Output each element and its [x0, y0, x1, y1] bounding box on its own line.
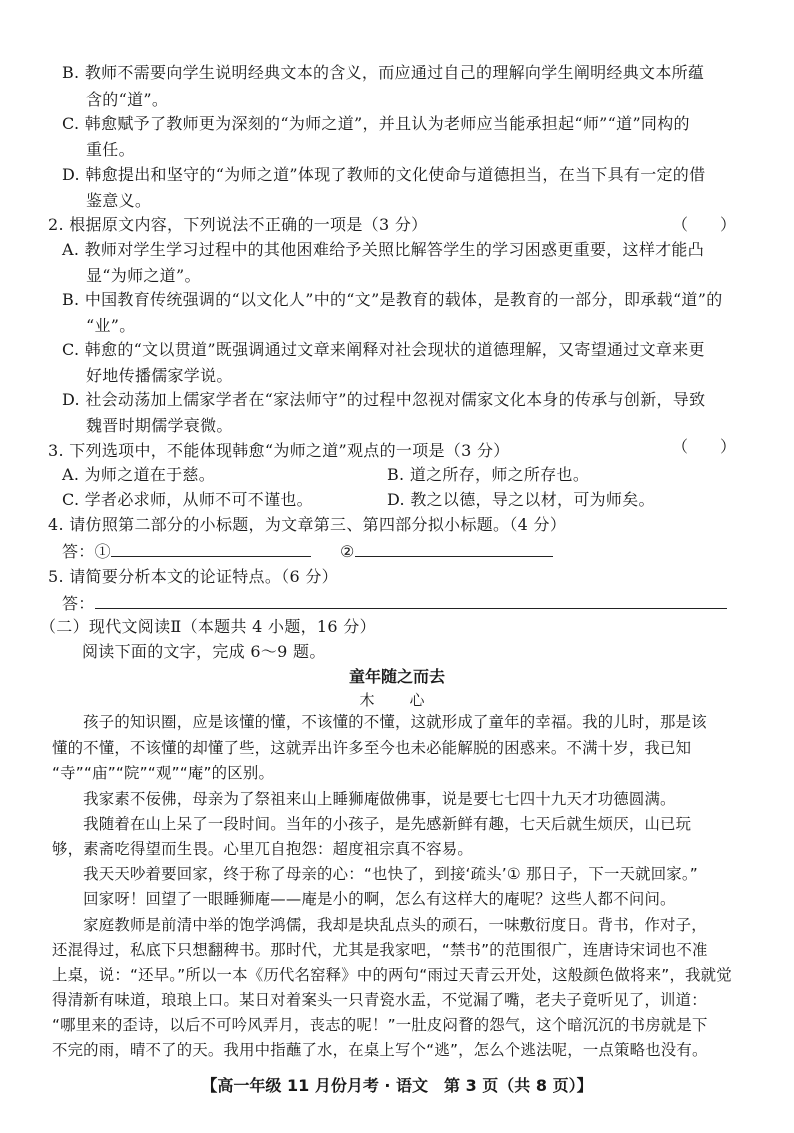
q3-stem: 3. 下列选项中，不能体现韩愈“为师之道”观点的一项是（3 分）: [48, 441, 510, 460]
q4-answer-row-2: [340, 540, 553, 563]
q3-option-d: D. 教之以德，导之以材，可为师矣。: [387, 490, 655, 509]
q1-option-b-line2: 含的“道”。: [86, 90, 169, 109]
section2-instruction: 阅读下面的文字，完成 6～9 题。: [82, 642, 326, 661]
story-line: 我天天吵着要回家，终于称了母亲的心：“也快了，到接‘疏头’① 那日子，下一天就回家。”: [52, 865, 698, 883]
q1-option-c-line2: 重任。: [86, 140, 135, 159]
q2-option-a-line1: A. 教师对学生学习过程中的其他困难给予关照比解答学生的学习困惑更重要，这样才能凸: [62, 240, 705, 259]
q2-option-b-line2: “业”。: [86, 316, 136, 335]
q5-stem: 5. 请简要分析本文的论证特点。（6 分）: [48, 567, 338, 586]
story-title: 童年随之而去: [348, 667, 445, 686]
q1-option-c-line1: C. 韩愈赋予了教师更为深刻的“为师之道”，并且认为老师应当能承担起“师”“道”同构的: [62, 114, 690, 133]
story-line: 懂的不懂，不该懂的却懂了些，这就弄出许多至今也未必能解脱的困惑来。不满十岁，我已知: [52, 739, 692, 757]
q2-option-c-line1: C. 韩愈的“文以贯道”既强调通过文章来阐释对社会现状的道德理解，又寄望通过文章来更: [62, 340, 705, 359]
story-line: 我随着在山上呆了一段时间。当年的小孩子，是先感新鲜有趣，七天后就生烦厌，山已玩: [52, 815, 692, 833]
story-line: “寺”“庙”“院”“观”“庵”的区别。: [52, 764, 275, 782]
q1-option-d-line2: 鉴意义。: [86, 191, 152, 210]
q4-second-label: ②: [340, 542, 355, 561]
q2-option-d-line1: D. 社会动荡加上儒家学者在“家法师守”的过程中忽视对儒家文化本身的传承与创新，导致: [62, 390, 706, 409]
q2-option-c-line2: 好地传播儒家学说。: [86, 366, 233, 385]
q3-answer-paren: （ ）: [672, 437, 737, 456]
story-line: 得清新有味道，琅琅上口。某日对着案头一只青瓷水盂，不觉漏了嘴，老夫子竟听见了，训道：: [52, 991, 707, 1009]
q4-answer-label: 答：①: [62, 542, 111, 561]
q5-answer-blank[interactable]: [95, 592, 727, 609]
q3-option-b: B. 道之所存，师之所存也。: [387, 465, 590, 484]
story-line: 回家呀！回望了一眼睡狮庵——庵是小的啊，怎么有这样大的庵呢？这些人都不问问。: [52, 890, 676, 908]
story-line: 孩子的知识圈，应是该懂的懂，不该懂的不懂，这就形成了童年的幸福。我的儿时，那是该: [52, 713, 707, 731]
q4-answer-blank-2[interactable]: [355, 540, 553, 557]
page-footer: 【高一年级 11 月份月考 · 语文 第 3 页（共 8 页）】: [201, 1076, 593, 1095]
story-line: 我家素不佞佛，母亲为了祭祖来山上睡狮庵做佛事，说是要七七四十九天才功德圆满。: [52, 790, 676, 808]
q2-option-a-line2: 显“为师之道”。: [86, 266, 201, 285]
q3-option-c: C. 学者必求师，从师不可不谨也。: [62, 490, 313, 509]
section2-heading: （二）现代文阅读Ⅱ（本题共 4 小题，16 分）: [40, 617, 376, 636]
q4-stem: 4. 请仿照第二部分的小标题，为文章第三、第四部分拟小标题。（4 分）: [48, 515, 567, 534]
q2-stem: 2. 根据原文内容，下列说法不正确的一项是（3 分）: [48, 215, 428, 234]
q2-option-d-line2: 魏晋时期儒学衰微。: [86, 416, 233, 435]
story-line: “哪里来的歪诗，以后不可吟风弄月，丧志的呢！”一肚皮闷瞀的怨气，这个暗沉沉的书房就是下: [52, 1016, 708, 1034]
q4-answer-row: [62, 540, 311, 563]
q3-option-a: A. 为师之道在于慈。: [62, 465, 216, 484]
story-line: 够，素斋吃得望而生畏。心里兀自抱怨：超度祖宗真不容易。: [52, 840, 473, 858]
q5-answer-label: 答：: [62, 594, 95, 613]
q5-answer-row: [62, 592, 727, 615]
q2-option-b-line1: B. 中国教育传统强调的“以文化人”中的“文”是教育的载体，是教育的一部分，即承载“道”的: [62, 290, 723, 309]
story-line: 还混得过，私底下只想翻稗书。那时代，尤其是我家吧，“禁书”的范围很广，连唐诗宋词也不准: [52, 941, 708, 959]
q1-option-d-line1: D. 韩愈提出和坚守的“为师之道”体现了教师的文化使命与道德担当，在当下具有一定的借: [62, 165, 706, 184]
story-line: 不完的雨，晴不了的天。我用中指蘸了水，在桌上写个“逃”，怎么个逃法呢，一点策略也没有。: [52, 1041, 708, 1059]
story-line: 上桌，说：“还早。”所以一本《历代名窑释》中的两句“雨过天青云开处，这般颜色做将来”，我就觉: [52, 966, 732, 984]
q1-option-b-line1: B. 教师不需要向学生说明经典文本的含义，而应通过自己的理解向学生阐明经典文本所蕴: [62, 63, 705, 82]
q4-answer-blank-1[interactable]: [111, 540, 311, 557]
story-author: 木 心: [359, 691, 435, 709]
q2-answer-paren: （ ）: [672, 215, 737, 234]
story-line: 家庭教师是前清中举的饱学鸿儒，我却是块乱点头的顽石，一味敷衍度日。背书，作对子，: [52, 916, 707, 934]
